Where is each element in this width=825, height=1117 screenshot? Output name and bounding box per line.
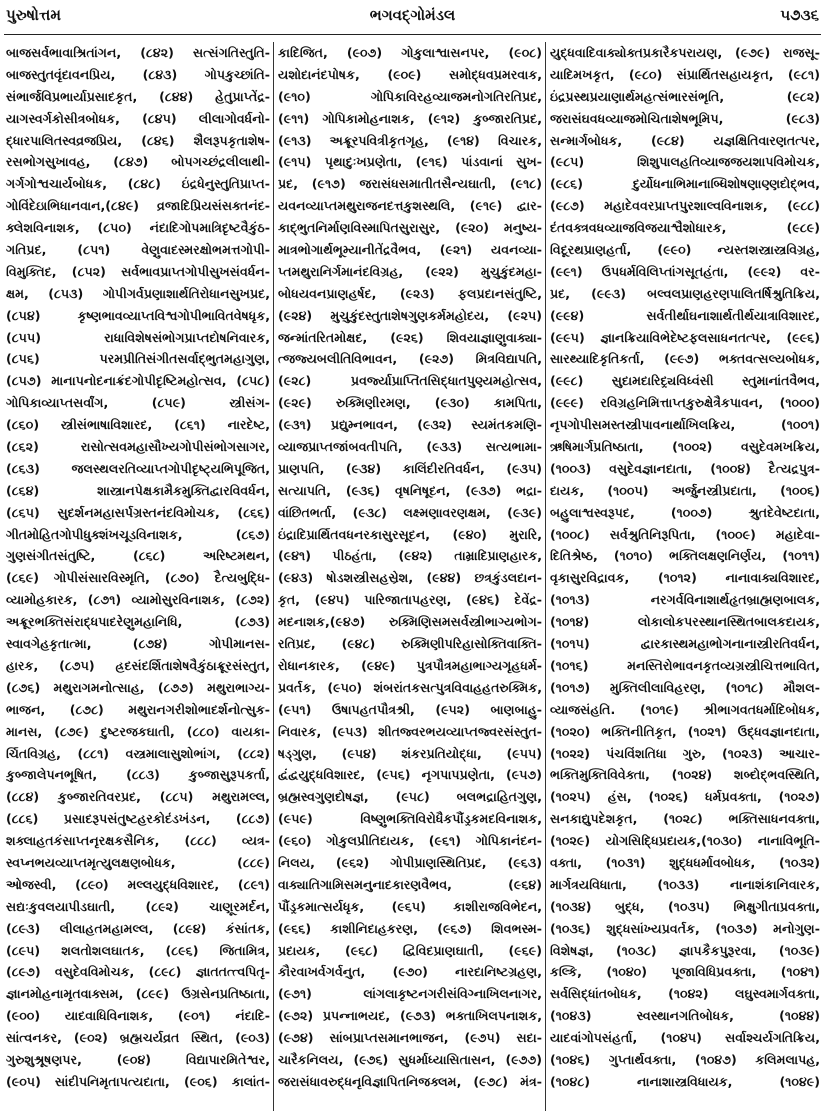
text-line: પ્રદ, (૯૯૩) બલ્વલપ્રાણહરણપાલિતર્ષિશ્રુતિક્રિય, (550, 285, 820, 301)
text-line: દાયક, (૧૦૦૫) અર્જુનસ્ત્રીપ્રદાતા, (૧૦૦૬) (550, 482, 820, 498)
text-column-2 (278, 42, 542, 1093)
text-line: (૮૫૫) રાધાવિશેષસંભોગપ્રાપ્તદોષનિવારક, (6, 329, 270, 345)
text-line: (૧૦૪૮) નાનાશાસ્ત્રવિધાયક, (૧૦૪૯) (550, 1073, 820, 1089)
text-column-1 (6, 42, 270, 1093)
text-line: પ્તમથુરાનિર્ગમાનંદવિગ્રહ, (૯૨૨) મુચુકુંદમહા- (278, 263, 542, 279)
text-line: અક્રૂરભક્તિસંરાદ્ધપાદરેણુમહાનિધિ, (૮૭૩) (6, 614, 270, 630)
text-line: (૯૮૬) દુર્યોધનાભિમાનાબ્ધિશોષણાણ્ણદોદ્ભવ, (550, 176, 820, 192)
text-line: પ્રદ, (૯૧૭) જરાસંધસમાતીતસૈન્યઘાતી, (૯૧૮) (278, 176, 542, 192)
text-line: (૮૫૪) કૃષ્ણભાવવ્યાપ્તવિશ્વગોપીભાવિતવેષધૃક, (6, 307, 270, 323)
text-line: (૧૦૧૫) દ્વારકાસ્થમહાભોગનાનાસ્ત્રીરતિવર્ધન, (550, 636, 820, 652)
text-line: યવનવ્યાપ્તમથુરાજનદત્તકુશસ્થલિ, (૯૧૯) દ્વાર- (278, 198, 542, 214)
text-line: માર્ગત્રયવિધાતા, (૧૦૩૩) નાનાશંકાનિવારક, (550, 876, 820, 892)
text-line: કુબ્જાલેપનભૂષિત, (૮૮૩) કુબ્જાસુરૂપકર્તા, (6, 767, 270, 783)
text-line: રોધાનકારક, (૯૪૯) પુત્રપૌત્રમહાભાગ્યગૃહધર્મ- (278, 657, 542, 673)
text-line: યાદવાંગોપસંહર્તા, (૧૦૪૫) સર્વાશ્ચર્યગતિક્રિય, (550, 1030, 820, 1046)
text-line: ર્ચિતવિગ્રહ, (૮૮૧) વસ્ત્રમાલાસુશોભાંગ, (૮૮૨) (6, 745, 270, 761)
text-line: (૯૨૮) પ્રવર્જ્યાપ્રાપ્તિતસિદ્ધાતપુણ્યમહોત્સવ, (278, 373, 542, 389)
text-line: ત્જજ્યબલીતિવિભાવન, (૯૨૭) મિત્રવિદ્યાપતિ, (278, 351, 542, 367)
text-line: ઓજસ્વી, (૮૯૦) મલ્લયુદ્ધવિશારદ, (૮૯૧) (6, 876, 270, 892)
text-line: વ્યામોહકારક, (૮૭૧) વ્યામોસુરવિનાશક, (૮૭૨) (6, 592, 270, 608)
text-line: બહુલાશ્વસ્વરૂપદ, (૧૦૦૭) શ્રુતદેવેષ્ટદાતા, (550, 504, 820, 520)
text-line: (૧૦૧૭) મુક્તિલીલાવિહરણ, (૧૦૧૮) મૌશલ- (550, 679, 820, 695)
text-line: (૮૯૩) લીલાહતમહામલ્લ, (૮૯૪) કંસાંતક, (6, 920, 270, 936)
text-line: (૧૦૧૪) લોકાલોકપરસ્થાનસ્થિતબાલકદાયક, (550, 614, 820, 630)
text-line: ગુરુશુશ્રૂષણપર, (૯૦૪) વિદ્યાપારમિતેશ્વર, (6, 1051, 270, 1067)
text-line: રતિપ્રદ, (૯૪૮) રુક્મિણીપરિહાસોક્તિવાક્તિ- (278, 636, 542, 652)
text-line: (૮૮૬) પ્રસાદરૂપસંતુષ્ટહરકોદંડખંડન, (૮૮૭) (6, 811, 270, 827)
column-divider (273, 42, 274, 1111)
text-line: સ્વપ્નભયવ્યાપ્તમૃત્યુલક્ષણબોધક, (૮૮૯) (6, 854, 270, 870)
text-line: વક્તા, (૧૦૩૧) શુદ્ધધર્માવબોધક, (૧૦૩૨) (550, 854, 820, 870)
text-line: (૮૬૩) જલસ્થલરતિવ્યાપ્તગોપીદૃષ્ટ્યભિપૂજિત, (6, 460, 270, 476)
text-line: વાંછિતભર્તા, (૯૩૮) લક્ષ્મણાવરણક્ષમ, (૯૩૯) (278, 504, 542, 520)
page-number: ૫૭૩૬ (780, 6, 819, 24)
text-line: (૯૭૪) સાંબપ્રાપ્તસમાનભાજન, (૯૭૫) સદા- (278, 1030, 542, 1046)
text-line: સંભાર્જવિપ્રભાર્યાપ્રસાદકૃત, (૮૪૪) હેતુપ્રાપ્તેંદ્ર- (6, 88, 270, 104)
text-line: નૃપગોપીસમસ્તસ્ત્રીપાવનાર્થાખિલક્રિય, (૧૦૦૧) (550, 417, 820, 433)
running-head-title: ભગવદ્ગોમંડલ (369, 6, 456, 24)
text-line: વાક્યાતિગામિસમનુનાદકારણવૈભવ, (૯૬૪) (278, 876, 542, 892)
text-line: (૧૦૨૯) યોગસિદ્ધિપ્રદાયક,(૧૦૩૦) નાનાવિભૂતિ- (550, 833, 820, 849)
text-line: (૯૦૦) યાદવાધિવિનાશક, (૯૦૧) નંદાદિ- (6, 1008, 270, 1024)
text-line: વૃકાસુરવિદ્રાવક, (૧૦૧૨) નાનાવાક્યવિશારદ, (550, 570, 820, 586)
text-line: (૮૬૪) શાસ્ત્રાનપેક્ષકામૈકમુક્તિદ્વારવિવર્ધન, (6, 482, 270, 498)
text-line: ગીતમોહિતગોપીધુક્શંખચૂડવિનાશક, (૮૬૭) (6, 526, 270, 542)
text-line: યુદ્ધવાદિવાક્યોક્તપ્રકારૈકપરાયણ, (૯૭૯) રાજસૂ- (550, 45, 820, 60)
text-line: (૮૮૪) કુબ્જારતિવરપ્રદ, (૮૮૫) મથુરામલ્લ, (6, 789, 270, 805)
text-line: (૯૩૧) પ્રદ્યુમ્નભાવન, (૯૩૨) સ્યમંતકમણિ- (278, 417, 542, 433)
text-line: (૮૯૫) શલતોશલઘાતક, (૮૯૬) જિતામિત્ર, (6, 942, 270, 958)
text-line: યાગસ્વર્ગકોસીત્રબોધક, (૮૪૫) લીલાગોવર્ધનો- (6, 110, 270, 126)
text-line: ષડ્ગુણ, (૯૫૪) શંકરપ્રતિયોદ્ધા, (૯૫૫) (278, 745, 542, 761)
text-line: (૯૯૯) રવિગ્રહનિમિત્તાપ્તકુરુક્ષેત્રૈકપાવન, (૧૦૦૦) (550, 395, 820, 411)
text-line: દિતિશ્રેષ્ઠ, (૧૦૧૦) ભક્તિલક્ષણનિર્ણય, (૧૦૧૧) (550, 548, 820, 564)
text-line: કૌરવાખર્વગર્વનુત, (૯૭૦) નારદાનિષ્ટગ્રહણ, (278, 964, 542, 980)
text-line: (૮૬૨) રાસોત્સવમહાસૌખ્યગોપીસંભોગસાગર, (6, 439, 270, 455)
text-line: ગોપિકાવ્યાપ્તસર્વાંગ, (૮૫૯) સ્ત્રીસંગ- (6, 395, 270, 411)
text-line: (૮૭૬) મથુરાગમનોત્સાહ, (૮૭૭) મથુરાભાગ્ય- (6, 679, 270, 695)
text-line: ગોવિંદેઇાભિધાનવાન,(૮૪૯) વ્રજાદિપ્રિયસંસક્તનંદ- (6, 198, 270, 214)
text-line: ભક્તિમુક્તિવિવેક્તા, (૧૦૨૪) શબ્દોદ્ભવસ્થિતિ, (550, 767, 820, 783)
text-line: વિમુક્તિદ, (૮૫૨) સર્વભાવપ્રાપ્તગોપીસુખસંવર્ધન- (6, 263, 270, 279)
text-line: (૧૦૨૫) હંસ, (૧૦૨૬) ધર્મપ્રવક્તા, (૧૦૨૭) (550, 789, 820, 805)
text-line: રસભોગસુખાવહ, (૮૪૭) બોપગચ્છંદ્રલીલાથી- (6, 154, 270, 170)
text-line: યશોદાનંદપોષક, (૯૦૯) સમોદ્ધવપ્રમરવાક, (278, 66, 542, 82)
text-line: ઇંદ્રપ્રસ્થપ્રયાણાર્થમહત્સંભારસંભૃતિ, (૯૮૨) (550, 88, 820, 104)
text-line: સારથ્યાદિકૃતિકર્તા, (૯૯૭) ભક્તવત્સલ્યબોધક, (550, 351, 820, 367)
text-line: (૧૦૨૨) પંચવિંશતિધા ગુરુ, (૧૦૨૩) આચાર- (550, 745, 820, 761)
text-line: (૧૦૧૩) નરગર્વવિનાશાર્થહૃતબ્રાહ્મણબાલક, (550, 592, 820, 608)
text-line: (૧૦૩૪) બુદ્ધ, (૧૦૩૫) ભિક્ષુગીતાપ્રવક્તા, (550, 898, 820, 914)
text-line: મદનાશક,(૯૪૭) રુક્મિણિસમસર્વસ્ત્રીભાગ્યભોગ- (278, 614, 542, 630)
text-line: (૮૫૬) પરમપ્રીતિસંગીતસર્વાદ્ભુતમહાગુણ, (6, 351, 270, 367)
column-divider (545, 42, 546, 1111)
text-line: હારક, (૮૭૫) હ્રદસંદર્શિતાશેષવૈકુંઠાક્રૂરસંસ્તુત, (6, 657, 270, 673)
text-line: વિશેષજ્ઞ, (૧૦૩૮) જ્ઞાપકૈકપુરૂરવા, (૧૦૩૯) (550, 942, 820, 958)
text-line: દંતવક્ત્રવધવ્યાજવિજયાશ્વૈશોધારક, (૯૮૯) (550, 220, 820, 236)
text-line: કાદિજિત, (૯૦૭) ગોકુલાશ્વાસનપર, (૯૦૮) (278, 45, 542, 60)
text-line: (૧૦૪૩) સ્વસ્થાનગતિબોધક, (૧૦૪૪) (550, 1008, 820, 1024)
text-line: દ્ધારપાલિતસ્વવ્રજપ્રિય, (૮૪૬) શૈલરૂપકૃતાશેષ- (6, 132, 270, 148)
text-line: (૮૯૭) વસુદેવવિમોચક, (૮૯૮) જ્ઞાતતત્ત્વપિતૃ- (6, 964, 270, 980)
text-line: શક્લાહતકંસાપ્તનૃરક્ષકસૈનિક, (૮૮૮) વ્યત્ર- (6, 833, 270, 849)
text-line: વ્યાજસંહતિ. (૧૦૧૯) શ્રીભાગવતધર્માદિબોધક, (550, 701, 820, 717)
text-line: ક્લેશવિનાશક, (૮૫૦) નંદાદિગોપમાત્રિદૃષ્ટવૈકુંઠ- (6, 220, 270, 236)
text-line: બાજસ્તુતવૃંદાવનપ્રિય, (૮૪૩) ગોપકુચ્છાંતિ- (6, 66, 270, 82)
text-line: કાદ્ભુતનિર્માણવિસ્માપિતસુરાસુર, (૯૨૦) મનુષ્ય- (278, 220, 542, 236)
text-column-3 (550, 42, 820, 1093)
text-line: પ્રાણપતિ, (૯૩૪) કાલિંદીરતિવર્ધન, (૯૩૫) (278, 460, 542, 476)
text-line: ભાજન, (૮૭૮) મથુરાનગરીશોભાદર્શનોત્સુક- (6, 701, 270, 717)
text-line: (૯૫૧) ઉષાપહતપૌત્રશ્રી, (૯૫૨) બાણબાહુ- (278, 701, 542, 717)
text-line: (૧૦૨૦) ભક્તિનીતિકૃત, (૧૦૨૧) ઉદ્ધવજ્ઞાનદાતા, (550, 723, 820, 739)
text-line: (૯૭૨) પ્રપન્નાભયદ, (૯૭૩) ભક્તાખિલપનાશક, (278, 1008, 542, 1024)
text-line: જન્માંતરિતમોક્ષદ, (૯૨૬) શિવયાજ્ઞાણુવાક્યા- (278, 329, 542, 345)
text-line: દ્વંદ્વયુદ્ધવિશારદ, (૯૫૬) નૃગપાપપ્રણેતા, (૯૫૭) (278, 767, 542, 783)
text-line: કૃત, (૯૪૫) પારિજાતાપહરણ, (૯૪૬) દેવેંદ્ર- (278, 592, 542, 608)
text-line: (૯૬૬) કાશીનિદાહકરણ, (૯૬૭) શિવભસ્મ- (278, 920, 542, 936)
text-line: (૯૨૯) રુક્મિણીરમણ, (૯૩૦) કામપિતા, (278, 395, 542, 411)
text-line: માત્રભોગાર્થભૂમ્યાનીતેંદ્રવૈભવ, (૯૨૧) યવનવ્યા- (278, 242, 542, 258)
text-line: (૧૦૩૬) શુદ્ધસાંખ્યપ્રવર્તક, (૧૦૩૭) મનોગુણ- (550, 920, 820, 936)
text-line: જરાસંધાવરુદ્ધનૃવિજ્ઞાપિતનિજક્લમ, (૯૭૮) મંત્ર- (278, 1073, 542, 1089)
text-line: (૮૫૭) માનાપનોદનાક્રંદગોપીદૃષ્ટિમહોત્સવ, (૮૫૮) (6, 373, 270, 389)
text-line: (૯૮૫) શિશુપાલહતિવ્યાજજયશાપવિમોચક, (550, 154, 820, 170)
text-line: ચારૈકનિલય, (૯૭૬) સુધર્માધ્યાસિતાસન, (૯૭૭) (278, 1051, 542, 1067)
text-line: નિવારક, (૯૫૩) શીતજ્વરભયવ્યાપ્તજ્વરસંસ્તુત- (278, 723, 542, 739)
text-line: સર્વસિદ્ધાંતબોધક, (૧૦૪૨) લઘુસ્વમાર્ગવક્તા, (550, 986, 820, 1002)
text-line: (૯૨૪) મુચુકુંદસ્તુતાશેષગુણકર્મમહોદય, (૯૨૫) (278, 307, 542, 323)
text-line: (૯૧૫) પૃથાદુઃખપ્રણેતા, (૯૧૬) પાંડવાનાં સુખ- (278, 154, 542, 170)
text-line: વ્યાજપ્રાપ્તજાંબવતીપતિ, (૯૩૩) સત્યભામા- (278, 439, 542, 455)
text-line: (૯૯૮) સુદામદારિદ્ર્યવિધ્વંસી સ્તુમાનાંતવૈભવ, (550, 373, 820, 389)
text-line: નિલય, (૯૬૨) ગોપીપ્રાણસ્થિતિપ્રદ, (૯૬૩) (278, 854, 542, 870)
text-line: કલ્કિ, (૧૦૪૦) પૂજાવિધિપ્રવક્તા, (૧૦૪૧) (550, 964, 820, 980)
text-line: બાજસર્વભાવાશ્રિતાંગન, (૮૪૨) સત્સંગતિસ્તુતિ- (6, 45, 270, 60)
text-line: યાદિમખકૃત, (૯૮૦) સંપ્રાર્થિતસહાયકૃત, (૯૮૧) (550, 66, 820, 82)
header-rule (4, 34, 821, 35)
text-line: (૯૧૩) અક્રૂરપવિત્રીકૃતગૃહ, (૯૧૪) વિચારક, (278, 132, 542, 148)
text-line: ક્ષમ, (૮૫૩) ગોપીગર્વપ્રણાશાર્થતિરોધાનસુખપ્રદ, (6, 285, 270, 301)
text-line: બોધયવનપ્રાણહર્ષદ, (૯૨૩) ફલપ્રદાનસંતુષ્ટિ, (278, 285, 542, 301)
text-line: (૯૧૧) ગોપિકામોહનાશક, (૯૧૨) કુબ્જારતિપ્રદ, (278, 110, 542, 126)
text-line: (૧૦૪૬) ગુપ્તાર્થવક્તા, (૧૦૪૭) કલિમલાપહ, (550, 1051, 820, 1067)
text-line: (૯૭૧) લાંગલાકૃષ્ટનગરીસંવિગ્નાખિલનાગર, (278, 986, 542, 1002)
text-line: પૌંડ્રકમાત્સર્યધૃક, (૯૬૫) કાશીરાજવિભેદન, (278, 898, 542, 914)
text-line: (૯૪૩) ષોડશસ્ત્રીસહસ્રેશ, (૯૪૪) છત્રકુંડલદાન- (278, 570, 542, 586)
text-line: ગર્ગગોશ્વચાર્યબોધક, (૮૪૮) ઇંદ્રધેનુસ્તુતિપ્રાપ્ત- (6, 176, 270, 192)
text-line: (૧૦૧૬) મનસ્તિરોભાવનકૃતવ્યગ્રસ્ત્રીચિત્તભાવિત, (550, 657, 820, 673)
text-line: (૯૬૦) ગોકુલપ્રીતિદાયક, (૯૬૧) ગોપિકાનંદન- (278, 833, 542, 849)
text-line: સત્યાપતિ, (૯૩૬) વૃષનિષૂદન, (૯૩૭) ભદ્રા- (278, 482, 542, 498)
text-line: (૧૦૦૩) વસુદેવજ્ઞાનદાતા, (૧૦૦૪) દૈત્યદ્રપુત્ર- (550, 460, 820, 476)
text-line: બ્રહ્મસ્વગુણદોષજ્ઞ, (૯૫૮) બલભદ્રાહિતગુણ, (278, 789, 542, 805)
text-line: પ્રવર્તક, (૯૫૦) શંબરાંતકસત્પુત્રવિવાહહતરુક્મિક, (278, 679, 542, 695)
text-line: જરાસંઘવધવ્યાજમોચિતાશેષભૂમિપ, (૯૮૩) (550, 110, 820, 126)
text-line: પ્રદાયક, (૯૬૮) દ્વિવિદપ્રાણઘાતી, (૯૬૯) (278, 942, 542, 958)
text-line: ઋષિમાર્ગપ્રતિષ્ઠાતા, (૧૦૦૨) વસુદેવમખક્રિય, (550, 439, 820, 455)
text-line: (૯૯૪) સર્વતીર્થાઘનાશાર્થતીર્થયાત્રાવિશારદ, (550, 307, 820, 323)
text-line: (૯૯૧) ઉપધર્મવિલિપ્તાંગસૂતહંતા, (૯૯૨) વર- (550, 263, 820, 279)
text-line: સદ્યઃકુવલયાપીડઘાતી, (૮૯૨) ચાણૂરમર્દન, (6, 898, 270, 914)
text-line: (૯૪૧) પીઠહંતા, (૯૪૨) તામ્રાદિપ્રાણહારક, (278, 548, 542, 564)
text-line: માનસ, (૮૭૯) દુષ્ટરજકઘાતી, (૮૮૦) વાયકા- (6, 723, 270, 739)
text-line: (૯૦૫) સાંદીપનિમૃતાપત્યદાતા, (૯૦૬) કાલાંત- (6, 1073, 270, 1089)
text-line: સનકાદ્યુપદેશકૃત, (૧૦૨૮) ભક્તિસાધનવક્તા, (550, 811, 820, 827)
text-line: જ્ઞાનમોહનામૃતવાક્સમ, (૮૯૯) ઉગ્રસેનપ્રતિષ્ઠાતા, (6, 986, 270, 1002)
text-line: (૯૧૦) ગોપિકાવિરહવ્યાજમનોગતિરતિપ્રદ, (278, 88, 542, 104)
text-line: વિદૂરથપ્રાણહર્તા, (૯૯૦) ન્યસ્તશસ્ત્રાસ્ત્રવિગ્રહ, (550, 242, 820, 258)
text-line: (૮૬૫) સુદર્શનમહાસર્પગ્રસ્તનંદવિમોચક, (૮૬૬) (6, 504, 270, 520)
text-line: (૮૬૦) સ્ત્રીસંભાષાવિશારદ, (૮૬૧) નારદેષ્ટ, (6, 417, 270, 433)
text-line: (૯૫૯) વિષ્ણુભક્તિવિરોધૈકપૌંડ્રકમદવિનાશક, (278, 811, 542, 827)
running-head-left: પુરુષોત્તમ (6, 6, 61, 24)
text-line: ગતિપ્રદ, (૮૫૧) વેણુવાદસ્મરક્ષોભમત્તગોપી- (6, 242, 270, 258)
text-line: (૯૯૫) જ્ઞાનક્રિયાવિભેદેષ્ટફલસાધનતત્પર, (૯૯૬) (550, 329, 820, 345)
text-line: સાંત્વનકર, (૯૦૨) બ્રહ્મચર્યવ્રત સ્થિત, (૯૦૩) (6, 1030, 270, 1046)
text-line: ગુણસંગીતસંતુષ્ટિ, (૮૬૮) અરિષ્ટમથન, (6, 548, 270, 564)
page-header (6, 6, 819, 30)
text-line: (૮૬૯) ગોપીસંસારવિસ્મૃતિ, (૮૭૦) દૈત્યબુદ્ધિ- (6, 570, 270, 586)
text-line: (૧૦૦૮) સર્વશ્રુતિનિરૂપિતા, (૧૦૦૯) મહાદેવા- (550, 526, 820, 542)
text-line: સન્માર્ગબોધક, (૯૮૪) યજ્ઞક્ષિતિવારણતત્પર, (550, 132, 820, 148)
text-line: સ્વાવગેહકૃતાત્મા, (૮૭૪) ગોપીમાનસ- (6, 636, 270, 652)
text-line: ઇંદ્રાદિપ્રાર્થિતવધનરકાસુરસૂદન, (૯૪૦) મુરારિ, (278, 526, 542, 542)
text-line: (૯૮૭) મહાદેવવરપ્રાપ્તપુરશાલ્વવિનાશક, (૯૮૮) (550, 198, 820, 214)
